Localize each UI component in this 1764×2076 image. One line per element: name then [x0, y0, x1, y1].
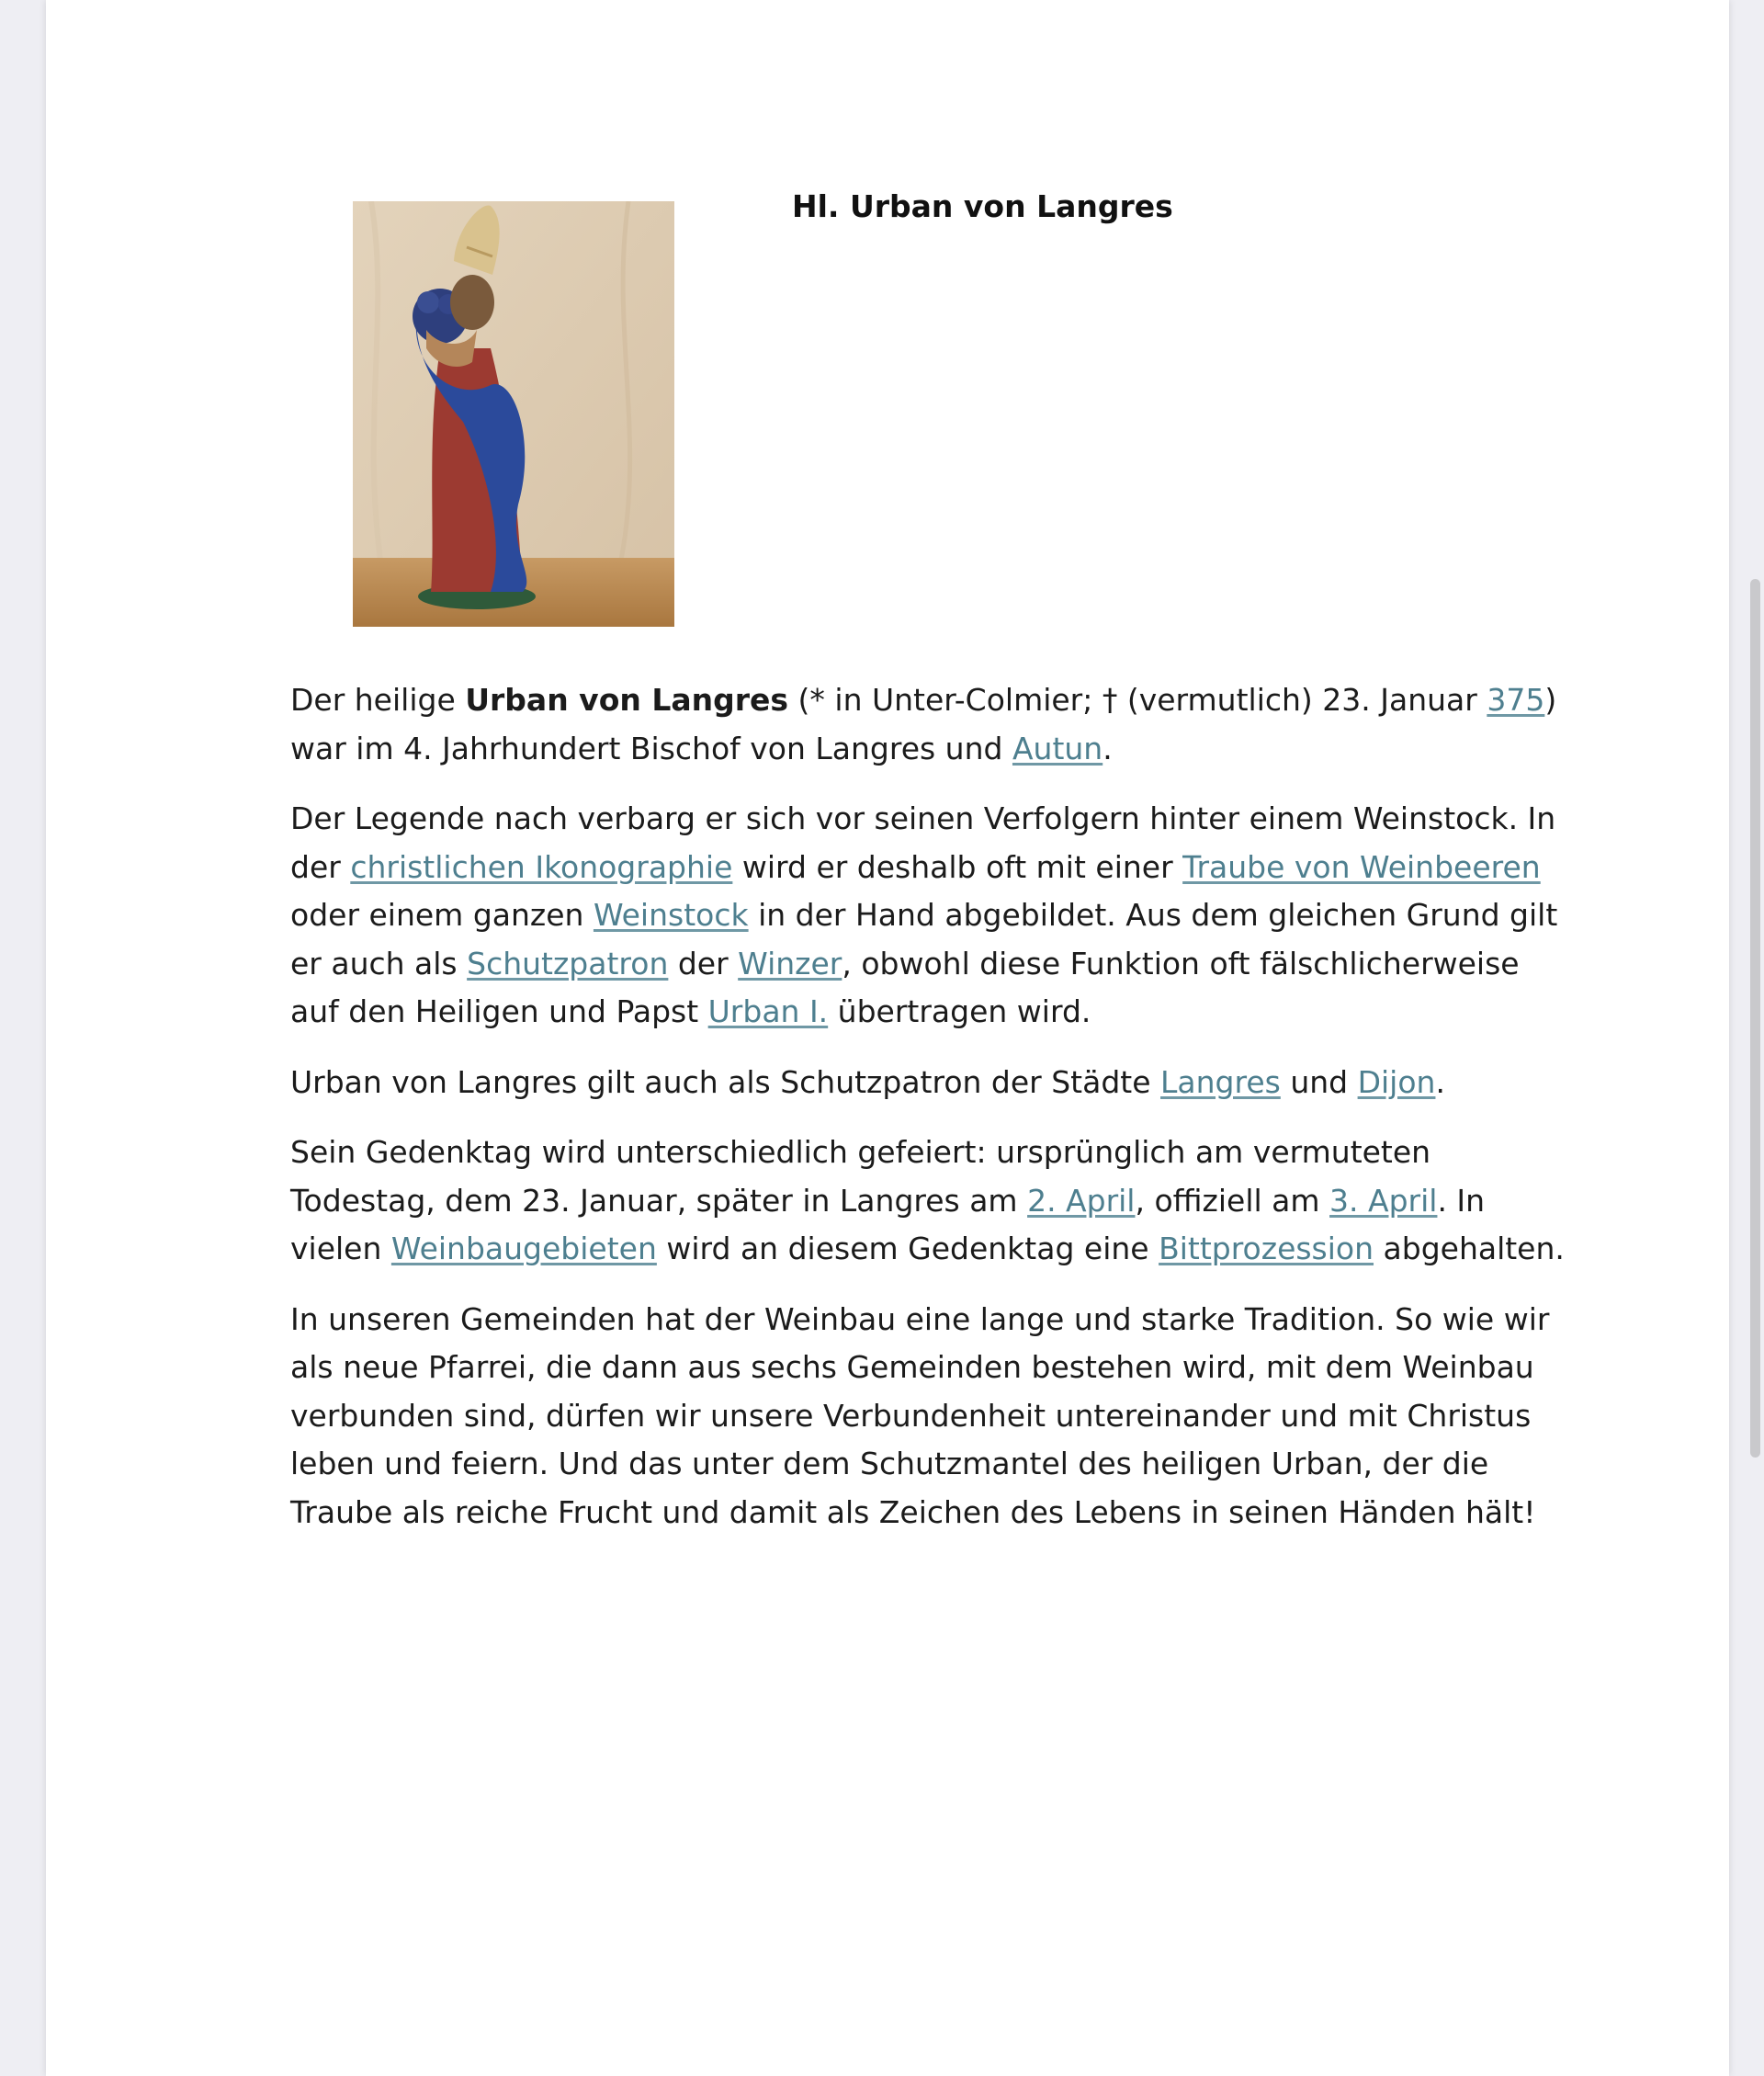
- paragraph-2: [290, 795, 1577, 1037]
- link-bittprozession[interactable]: Bittprozession: [1159, 1231, 1374, 1266]
- text: .: [1435, 1063, 1445, 1100]
- text: Urban von Langres gilt auch als Schutzpatron der Städte: [290, 1063, 1161, 1100]
- text: .: [1102, 730, 1113, 766]
- link-christliche-ikonographie[interactable]: christlichen Ikonographie: [350, 848, 733, 885]
- text: wird an diesem Gedenktag eine: [656, 1231, 1159, 1266]
- link-urban-i[interactable]: Urban I.: [707, 993, 829, 1029]
- text: ) war im 4. Jahrhundert Bischof von Langres und: [290, 682, 1557, 766]
- text: , obwohl diese Funktion oft fälschlicherweise auf den Heiligen und Papst: [290, 945, 1520, 1029]
- text: (* in Unter-Colmier; † (vermutlich) 23. Januar: [788, 682, 1487, 718]
- link-weinstock[interactable]: Weinstock: [593, 897, 749, 933]
- link-weinbaugebieten[interactable]: Weinbaugebieten: [390, 1231, 657, 1266]
- link-2-april[interactable]: 2. April: [1027, 1182, 1136, 1219]
- link-375[interactable]: 375: [1487, 682, 1545, 718]
- link-traube-von-weinbeeren[interactable]: Traube von Weinbeeren: [1182, 848, 1541, 885]
- text: Der heilige: [290, 682, 466, 718]
- text: der: [668, 945, 739, 981]
- paragraph-3: [290, 1059, 1577, 1107]
- text: Sein Gedenktag wird unterschiedlich gefeiert: ursprünglich am vermuteten Todestag, dem 23. Januar, später in Langres am: [290, 1134, 1431, 1219]
- text: , offiziell am: [1135, 1182, 1330, 1219]
- link-winzer[interactable]: Winzer: [738, 945, 842, 981]
- article-body: [290, 676, 1577, 1559]
- text: abgehalten.: [1374, 1231, 1565, 1266]
- link-3-april[interactable]: 3. April: [1329, 1182, 1438, 1219]
- text: Der Legende nach verbarg er sich vor seinen Verfolgern hinter einem Weinstock. In der: [290, 800, 1556, 885]
- text: und: [1280, 1063, 1358, 1100]
- text: oder einem ganzen: [290, 897, 594, 933]
- vertical-scrollbar[interactable]: [1750, 579, 1760, 1458]
- text: in der Hand abgebildet. Aus dem gleichen Grund gilt er auch als: [290, 897, 1558, 981]
- text: wird er deshalb oft mit einer: [732, 848, 1183, 885]
- paragraph-5: In unseren Gemeinden hat der Weinbau eine lange und starke Tradition. So wie wir als neue Pfarrei, die dann aus sechs Gemeinden bestehen wird, mit dem Weinbau verbunden sind, dürfen wir unsere Verbundenheit untereinander und mit Christus leben und feiern. Und das unter dem Schutzmantel des heiligen Urban, der die Traube als reiche Frucht und damit als Zeichen des Lebens in seinen Händen hält!: [290, 1300, 1550, 1530]
- link-langres[interactable]: Langres: [1160, 1063, 1281, 1100]
- paragraph-1: [290, 676, 1577, 773]
- link-dijon[interactable]: Dijon: [1357, 1063, 1436, 1100]
- link-autun[interactable]: Autun: [1012, 730, 1103, 766]
- text: übertragen wird.: [828, 993, 1091, 1029]
- paragraph-4: [290, 1129, 1577, 1274]
- saint-urban-statue-image: [353, 201, 674, 627]
- text: . In vielen: [290, 1182, 1486, 1266]
- bold-name: Urban von Langres: [465, 682, 789, 718]
- document-page: [46, 0, 1729, 2076]
- link-schutzpatron[interactable]: Schutzpatron: [467, 945, 669, 981]
- page-title: Hl. Urban von Langres: [792, 188, 1173, 224]
